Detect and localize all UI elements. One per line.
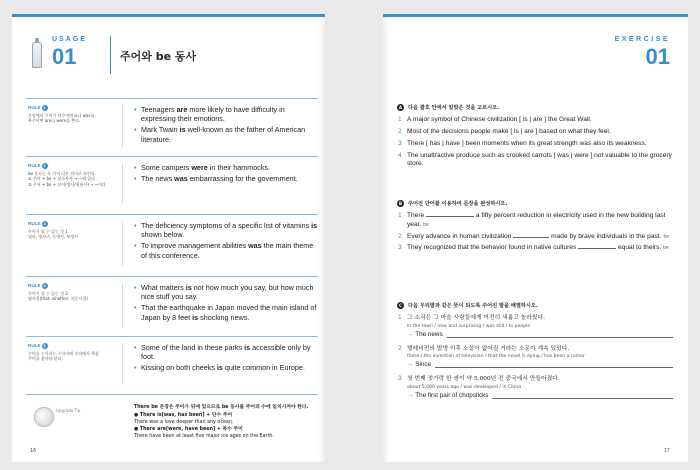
rule-block bbox=[26, 336, 318, 390]
answer-blank[interactable] bbox=[426, 216, 474, 217]
hint-word: be bbox=[423, 221, 429, 228]
rule-block bbox=[26, 276, 318, 334]
section-instruction: 주어진 단어를 이용하여 문장을 완성하시오. bbox=[408, 201, 508, 207]
word-chunks: in the town / new and surprising / was still / to people bbox=[407, 323, 531, 329]
rule-number-badge: 3 bbox=[43, 221, 46, 226]
rule-label: RULE bbox=[28, 221, 41, 227]
answer-blank[interactable] bbox=[578, 248, 616, 249]
section-a bbox=[397, 104, 673, 172]
rule-examples bbox=[134, 221, 320, 262]
question-item: 3 There [ has | have ] been moments when its great strength was also its weakness. bbox=[398, 139, 647, 147]
upgrade-tip-box bbox=[26, 394, 318, 446]
korean-sentence: 그 소식은 그 마을 사람들에게 여전히 새롭고 놀라웠다. bbox=[407, 315, 545, 321]
section-b bbox=[397, 200, 673, 256]
rule-label: RULE bbox=[28, 105, 41, 111]
example-sentence: • Kissing on both cheeks is quite common in Europe. bbox=[134, 363, 320, 372]
question-item: 1 There a fifty percent reduction in electricity used in the new building last year. be bbox=[398, 212, 666, 228]
usage-number: 01 bbox=[52, 44, 77, 69]
hint-word: be bbox=[663, 245, 669, 252]
arrange-item: 2 텔레비전의 발명 이후 소설이 없어질 거라는 소문이 계속 있었다. there / the invention of television / that the novel is dying / has been a rumor → Since bbox=[397, 345, 673, 369]
rule-number-badge: 2 bbox=[43, 163, 46, 168]
example-sentence: • Mark Twain is well-known as the father of American literature. bbox=[134, 125, 320, 143]
word-chunks: there / the invention of television / that the novel is dying / has been a rumor bbox=[407, 354, 585, 360]
tip-example-singular: There was a love deeper than any ocean. bbox=[134, 419, 234, 425]
usage-label: USAGE bbox=[52, 36, 87, 43]
word-chunks: about 5,000 years ago / was developed / in China bbox=[407, 385, 522, 391]
page-number: 17 bbox=[663, 448, 670, 454]
example-sentence: • The news was embarrassing for the government. bbox=[134, 174, 320, 183]
question-item: 4 The unattractive produce such as crooked carrots [ was | were ] not valuable to the grocery store. bbox=[398, 151, 672, 168]
question-item: 2 Every advance in human civilization made by brave individuals in the past. be bbox=[398, 232, 670, 240]
rule-examples bbox=[134, 105, 320, 146]
tip-title: There be 문장은 주어가 뒤에 있으므로 be 동사를 주어의 수에 일치시켜야 한다. bbox=[134, 405, 309, 410]
rule-number-badge: 5 bbox=[43, 343, 46, 348]
answer-line[interactable]: → The news bbox=[397, 331, 673, 338]
question-item: 2 Most of the decisions people make [ is | are ] based on what they feel. bbox=[398, 127, 611, 135]
rule-description: be 동사는 두 가지 다른 의미로 쓰인다. ① 주어 + be + 장소부사 → ~에 있다 ② 주어 + be + 보어(명사/형용사) → ~이다 bbox=[28, 171, 106, 187]
rule-block bbox=[26, 156, 318, 210]
question-item: 3 They recognized that the behavior found in native cultures equal to theirs. be bbox=[398, 244, 669, 252]
section-badge-a: A bbox=[398, 105, 403, 110]
section-badge-b: B bbox=[398, 201, 403, 206]
page-title: 주어와 be 동사 bbox=[120, 50, 197, 63]
example-sentence: • Teenagers are more likely to have difficulty in expressing their emotions. bbox=[134, 105, 320, 123]
answer-line[interactable]: → The first pair of chopsticks bbox=[397, 392, 673, 399]
page-number: 16 bbox=[30, 448, 37, 454]
arrange-item: 1 그 소식은 그 마을 사람들에게 여전히 새롭고 놀라웠다. in the town / new and surprising / was still / to people → The news bbox=[397, 314, 673, 338]
arrange-item: 3 첫 번째 젓가락 한 쌍이 약 5,000년 전 중국에서 만들어졌다. about 5,000 years ago / was developed / in China → The first pair of chopsticks bbox=[397, 375, 673, 399]
top-accent-bar bbox=[12, 14, 325, 17]
rule-number-badge: 4 bbox=[43, 283, 46, 288]
example-sentence: • That the earthquake in Japan moved the main island of Japan by 8 feet is shocking news. bbox=[134, 303, 320, 321]
korean-sentence: 첫 번째 젓가락 한 쌍이 약 5,000년 전 중국에서 만들어졌다. bbox=[407, 376, 560, 383]
rule-examples bbox=[134, 163, 320, 185]
example-sentence: • Some of the land in these parks is accessible only by foot. bbox=[134, 343, 320, 361]
section-badge-c: C bbox=[398, 303, 403, 308]
section-instruction: 다음 우리말과 같은 뜻이 되도록 주어진 말을 배열하시오. bbox=[408, 303, 538, 309]
rule-examples bbox=[134, 283, 320, 324]
section-instruction: 다음 괄호 안에서 알맞은 것을 고르시오. bbox=[408, 105, 500, 111]
example-sentence: • The deficiency symptoms of a specific list of vitamins is shown below. bbox=[134, 221, 320, 239]
rule-label: RULE bbox=[28, 343, 41, 349]
question-item: 1 A major symbol of Chinese civilization [ is | are ] the Great Wall. bbox=[398, 116, 592, 123]
rule-number-badge: 1 bbox=[43, 105, 46, 110]
header-divider bbox=[110, 36, 111, 74]
section-c bbox=[397, 302, 673, 406]
rule-block bbox=[26, 98, 318, 154]
korean-sentence: 텔레비전의 발명 이후 소설이 없어질 거라는 소문이 계속 있었다. bbox=[407, 345, 570, 352]
right-page bbox=[383, 14, 688, 462]
bottle-icon bbox=[32, 38, 42, 68]
upgrade-tip-brand: Upgrade Tip bbox=[56, 408, 81, 413]
left-page bbox=[12, 14, 325, 462]
answer-blank[interactable] bbox=[513, 237, 549, 238]
rule-description: 주어를 수식하는 수식어에 주의해서 핵심 주어를 찾아야 한다. bbox=[28, 351, 99, 362]
upgrade-tip-logo-icon bbox=[34, 407, 54, 427]
tip-rule-singular: ● There is[was, has been] + 단수 주어 bbox=[134, 413, 233, 418]
tip-example-plural: There have been at least five major ice ages on the Earth. bbox=[134, 433, 274, 439]
rule-description: 문장에서 주어가 단수이면 is나 was를, 복수이면 are나 were를 쓴다. bbox=[28, 113, 96, 124]
top-accent-bar bbox=[383, 14, 688, 17]
rule-description: 주어가 될 수 있는 것 1 명사, 명사구, 동명사, 부정사 bbox=[28, 229, 79, 240]
exercise-label: EXERCISE bbox=[614, 36, 670, 43]
tip-rule-plural: ● There are[were, have been] + 복수 주어 bbox=[134, 426, 243, 432]
exercise-number: 01 bbox=[645, 44, 670, 69]
example-sentence: • To improve management abilities was the main theme of this conference. bbox=[134, 241, 320, 259]
rule-examples bbox=[134, 343, 320, 375]
example-sentence: • What matters is not how much you say, but how much nice stuff you say. bbox=[134, 283, 320, 301]
rule-label: RULE bbox=[28, 283, 41, 289]
rule-block bbox=[26, 214, 318, 272]
rule-label: RULE bbox=[28, 163, 41, 169]
hint-word: be bbox=[663, 233, 670, 240]
answer-line[interactable]: → Since bbox=[397, 361, 673, 368]
rule-description: 주어가 될 수 있는 것 2 명사절(that, whether, 의문사절) bbox=[28, 291, 88, 302]
example-sentence: • Some campers were in their hammocks. bbox=[134, 163, 320, 172]
